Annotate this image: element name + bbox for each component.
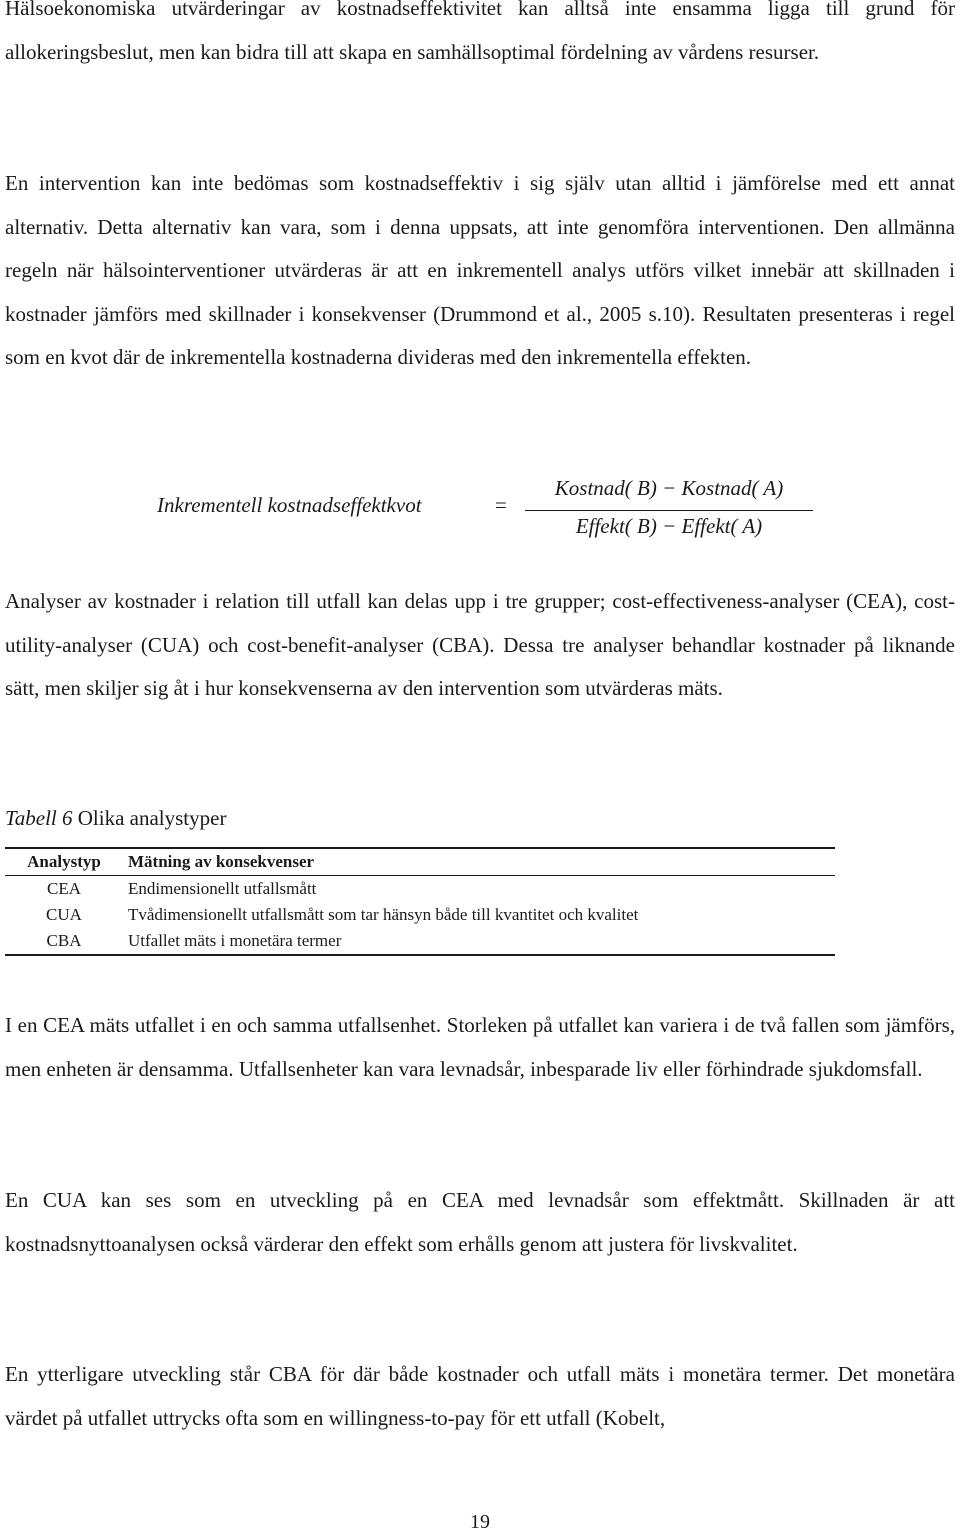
table-row bbox=[5, 928, 835, 955]
paragraph-6: En ytterligare utveckling står CBA för där både kostnader och utfall mäts i monetära termer. Det monetära värdet på utfallet uttrycks ofta som en willingness-to-pay för ett utfall (Kobelt, bbox=[5, 1362, 955, 1430]
table-caption-text: Olika analystyper bbox=[72, 806, 227, 830]
table-row bbox=[5, 876, 835, 903]
formula-lhs: Inkrementell kostnadseffektkvot bbox=[157, 493, 422, 517]
table-cell-type: CEA bbox=[47, 879, 81, 898]
table-header-matning: Mätning av konsekvenser bbox=[128, 852, 315, 871]
table-cell-type: CUA bbox=[46, 905, 82, 924]
table-cell-measure: Endimensionellt utfallsmått bbox=[128, 879, 317, 898]
paragraph-2: En intervention kan inte bedömas som kostnadseffektiv i sig själv utan alltid i jämförelse med ett annat alternativ. Detta alternativ kan vara, som i denna uppsats, att inte genomföra interventionen. Den allmänna regeln när hälsointerventioner utvärderas är att en inkrementell analys utförs vilket innebär att skillnaden i kostnader jämförs med skillnader i konsekvenser (Drummond et al., 2005 s.10). Resultaten presenteras i regel som en kvot där de inkrementella kostnaderna divideras med den inkrementella effekten. bbox=[5, 171, 955, 369]
table-cell-type: CBA bbox=[46, 931, 82, 950]
table-row bbox=[5, 902, 835, 928]
table-caption bbox=[5, 803, 226, 833]
analysis-types-table bbox=[5, 847, 835, 956]
table-cell-measure: Tvådimensionellt utfallsmått som tar hänsyn både till kvantitet och kvalitet bbox=[128, 905, 639, 924]
table-header-row bbox=[5, 848, 835, 876]
table-cell-measure: Utfallet mäts i monetära termer bbox=[128, 931, 342, 950]
page-number: 19 bbox=[470, 1511, 490, 1533]
paragraph-4: I en CEA mäts utfallet i en och samma utfallsenhet. Storleken på utfallet kan variera i de två fallen som jämförs, men enheten är densamma. Utfallsenheter kan vara levnadsår, inbesparade liv eller förhindrade sjukdomsfall. bbox=[5, 1013, 955, 1081]
paragraph-5: En CUA kan ses som en utveckling på en CEA med levnadsår som effektmått. Skillnaden är att kostnadsnyttoanalysen också värderar den effekt som erhålls genom att justera för livskvalitet. bbox=[5, 1188, 955, 1256]
document-page bbox=[5, 0, 955, 1537]
paragraph-3: Analyser av kostnader i relation till utfall kan delas upp i tre grupper; cost-effectiveness-analyser (CEA), cost-utility-analyser (CUA) och cost-benefit-analyser (CBA). Dessa tre analyser behandlar kostnader på liknande sätt, men skiljer sig åt i hur konsekvenserna av den intervention som utvärderas mäts. bbox=[5, 589, 955, 700]
formula-numerator: Kostnad( B) − Kostnad( A) bbox=[554, 476, 784, 500]
formula-equals: = bbox=[495, 493, 507, 517]
formula-incremental-ratio bbox=[5, 470, 955, 550]
paragraph-1: Hälsoekonomiska utvärderingar av kostnadseffektivitet kan alltså inte ensamma ligga till grund för allokeringsbeslut, men kan bidra till att skapa en samhällsoptimal fördelning av vårdens resurser. bbox=[5, 0, 955, 64]
table-header-analystyp: Analystyp bbox=[27, 852, 101, 871]
formula-denominator: Effekt( B) − Effekt( A) bbox=[575, 514, 763, 538]
table-caption-label: Tabell 6 bbox=[5, 806, 73, 830]
formula-fraction-bar bbox=[525, 510, 813, 511]
